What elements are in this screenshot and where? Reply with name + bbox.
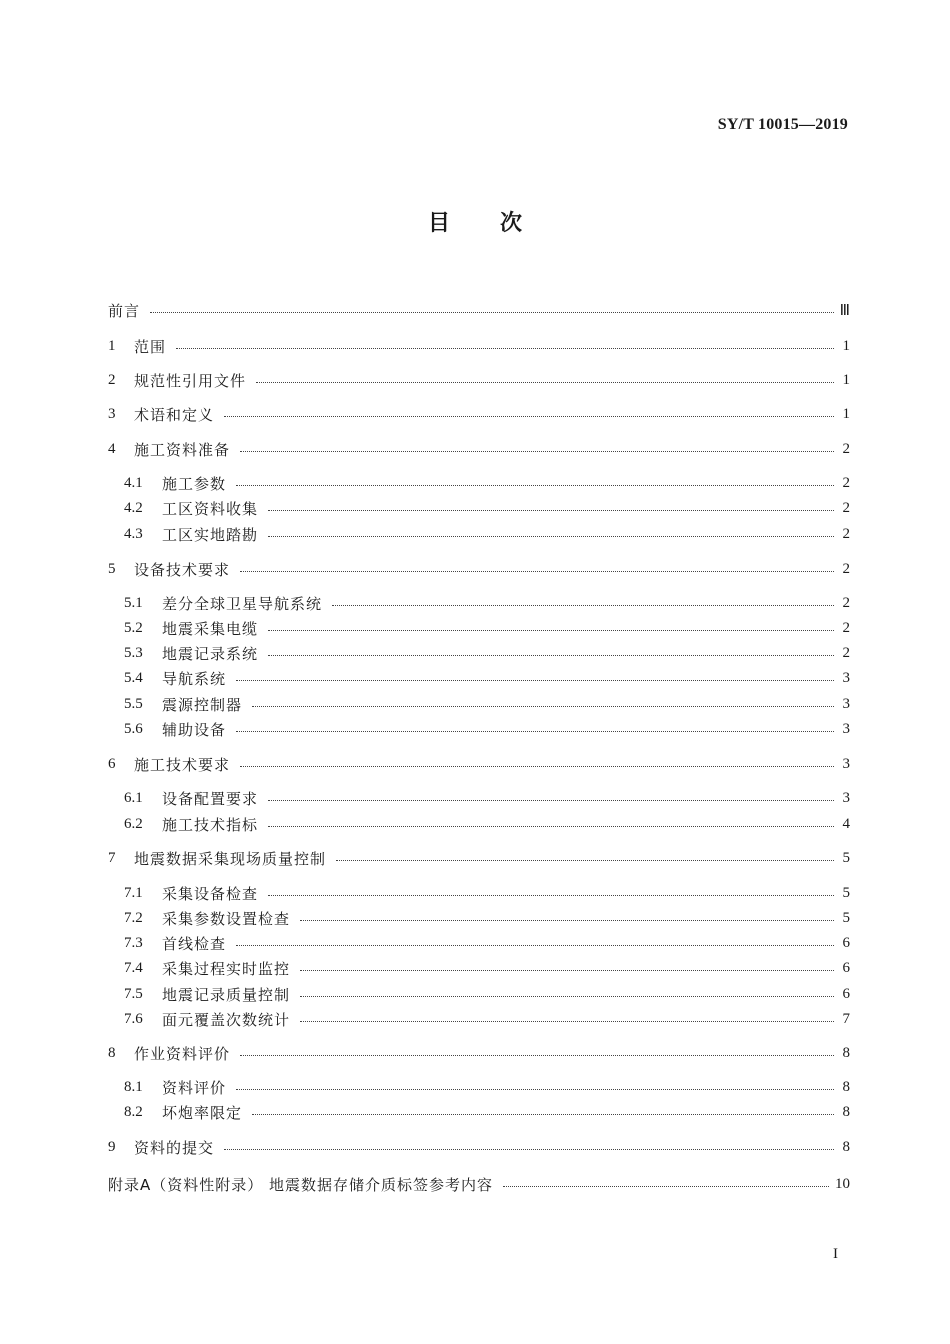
toc-dot-leader [268, 826, 834, 827]
toc-entry-title: 地震记录系统 [162, 644, 259, 663]
toc-dot-leader [236, 945, 834, 946]
toc-entry-page: 2 [842, 644, 850, 661]
title-char-left: 目 [427, 211, 450, 236]
toc-entry-title: 施工技术要求 [134, 755, 231, 774]
toc-entry-number: 5.3 [124, 644, 143, 661]
toc-entry[interactable] [108, 402, 850, 426]
toc-entry-title: 首线检查 [162, 934, 227, 953]
toc-entry-number: 5.2 [124, 619, 143, 636]
toc-entry-page: 5 [842, 884, 850, 901]
toc-entry[interactable] [108, 557, 850, 581]
toc-entry-title: 资料评价 [162, 1078, 227, 1097]
toc-entry-page: 3 [842, 789, 850, 806]
toc-entry-title: 导航系统 [162, 669, 227, 688]
toc-dot-leader [300, 996, 834, 997]
toc-entry-title: 施工参数 [162, 474, 227, 493]
toc-dot-leader [268, 510, 834, 511]
toc-entry-title: 采集设备检查 [162, 884, 259, 903]
toc-dot-leader [176, 348, 834, 349]
toc-entry[interactable] [108, 1100, 850, 1124]
toc-entry-number: 1 [108, 337, 116, 354]
toc-entry[interactable] [108, 717, 850, 741]
toc-entry-title: 地震采集电缆 [162, 619, 259, 638]
toc-entry[interactable] [108, 752, 850, 776]
toc-entry-title: 地震记录质量控制 [162, 985, 291, 1004]
toc-entry[interactable] [108, 906, 850, 930]
toc-entry-number: 8 [108, 1044, 116, 1061]
toc-entry[interactable] [108, 1041, 850, 1065]
toc-dot-leader [252, 1114, 834, 1115]
toc-entry-page: 1 [842, 405, 850, 422]
toc-entry-title: 前言 [108, 301, 141, 320]
toc-entry-number: 4.3 [124, 525, 143, 542]
toc-entry[interactable] [108, 334, 850, 358]
toc-entry-title: 工区资料收集 [162, 499, 259, 518]
page-title [0, 206, 950, 237]
toc-entry-page: 8 [842, 1044, 850, 1061]
toc-dot-leader [236, 1089, 834, 1090]
toc-entry-number: 6.1 [124, 789, 143, 806]
toc-entry[interactable] [108, 437, 850, 461]
toc-dot-leader [332, 605, 834, 606]
toc-entry-number: 7.6 [124, 1010, 143, 1027]
toc-entry[interactable] [108, 1075, 850, 1099]
toc-entry-page: 5 [842, 849, 850, 866]
toc-dot-leader [224, 1149, 834, 1150]
toc-entry-page: 8 [842, 1138, 850, 1155]
toc-entry-number: 5.6 [124, 720, 143, 737]
toc-entry-page: 5 [842, 909, 850, 926]
toc-dot-leader [240, 451, 834, 452]
toc-entry[interactable] [108, 1172, 850, 1196]
toc-entry-number: 7.4 [124, 959, 143, 976]
toc-entry-number: 7.5 [124, 985, 143, 1002]
toc-entry-page: 3 [842, 669, 850, 686]
toc-entry-page: 2 [842, 619, 850, 636]
toc-dot-leader [300, 1021, 834, 1022]
toc-entry[interactable] [108, 522, 850, 546]
toc-entry-number: 2 [108, 371, 116, 388]
toc-entry[interactable] [108, 1135, 850, 1159]
toc-entry-page: 8 [842, 1103, 850, 1120]
toc-entry-title: 差分全球卫星导航系统 [162, 594, 323, 613]
toc-entry-page: 6 [842, 934, 850, 951]
toc-entry-number: 8.1 [124, 1078, 143, 1095]
toc-entry[interactable] [108, 496, 850, 520]
toc-entry-title: 术语和定义 [134, 405, 215, 424]
toc-entry-number: 5 [108, 560, 116, 577]
toc-entry-number: 6 [108, 755, 116, 772]
toc-entry-page: 8 [842, 1078, 850, 1095]
toc-entry-title: 辅助设备 [162, 720, 227, 739]
toc-dot-leader [268, 655, 834, 656]
toc-entry[interactable] [108, 931, 850, 955]
toc-dot-leader [336, 860, 834, 861]
toc-entry-title: 采集参数设置检查 [162, 909, 291, 928]
toc-dot-leader [503, 1186, 829, 1187]
toc-entry-page: 3 [842, 755, 850, 772]
toc-dot-leader [256, 382, 834, 383]
toc-entry-title: 采集过程实时监控 [162, 959, 291, 978]
toc-entry[interactable] [108, 641, 850, 665]
toc-entry-title: 施工资料准备 [134, 440, 231, 459]
toc-dot-leader [268, 630, 834, 631]
toc-entry-page: 7 [842, 1010, 850, 1027]
toc-entry[interactable] [108, 846, 850, 870]
toc-entry-number: 4.2 [124, 499, 143, 516]
toc-entry-page: 2 [842, 499, 850, 516]
toc-entry-page: Ⅲ [839, 302, 850, 319]
toc-entry-number: 4 [108, 440, 116, 457]
toc-entry-number: 7.3 [124, 934, 143, 951]
toc-entry-number: 7.2 [124, 909, 143, 926]
toc-entry[interactable] [108, 956, 850, 980]
toc-entry-page: 2 [842, 525, 850, 542]
toc-entry-page: 2 [842, 474, 850, 491]
toc-entry[interactable] [108, 692, 850, 716]
toc-entry-page: 2 [842, 560, 850, 577]
toc-entry[interactable] [108, 471, 850, 495]
toc-entry[interactable] [108, 786, 850, 810]
toc-entry-title: 附录A（资料性附录） 地震数据存储介质标签参考内容 [108, 1175, 494, 1194]
toc-entry-number: 7.1 [124, 884, 143, 901]
toc-entry-number: 5.4 [124, 669, 143, 686]
toc-entry-title: 面元覆盖次数统计 [162, 1010, 291, 1029]
toc-entry-number: 9 [108, 1138, 116, 1155]
toc-entry-page: 1 [842, 371, 850, 388]
toc-dot-leader [268, 895, 834, 896]
toc-entry-title: 工区实地踏勘 [162, 525, 259, 544]
page-number: I [833, 1246, 838, 1262]
toc-entry-title: 设备配置要求 [162, 789, 259, 808]
title-char-right: 次 [500, 211, 523, 236]
toc-entry-page: 3 [842, 720, 850, 737]
toc-entry[interactable] [108, 881, 850, 905]
toc-entry[interactable] [108, 982, 850, 1006]
toc-entry-title: 规范性引用文件 [134, 371, 247, 390]
toc-dot-leader [236, 680, 834, 681]
toc-entry-title: 范围 [134, 337, 167, 356]
toc-entry-number: 5.5 [124, 695, 143, 712]
standard-code: SY/T 10015—2019 [717, 116, 848, 133]
toc-entry-page: 4 [842, 815, 850, 832]
toc-dot-leader [236, 485, 834, 486]
toc-dot-leader [268, 536, 834, 537]
toc-dot-leader [300, 970, 834, 971]
toc-entry[interactable] [108, 616, 850, 640]
toc-entry-page: 6 [842, 959, 850, 976]
toc-dot-leader [150, 312, 834, 313]
toc-entry[interactable] [108, 812, 850, 836]
toc-dot-leader [268, 800, 834, 801]
toc-dot-leader [236, 731, 834, 732]
toc-entry-page: 2 [842, 594, 850, 611]
toc-entry[interactable] [108, 666, 850, 690]
toc-entry-number: 3 [108, 405, 116, 422]
toc-entry-title: 坏炮率限定 [162, 1103, 243, 1122]
toc-entry-title: 地震数据采集现场质量控制 [134, 849, 327, 868]
toc-entry-number: 4.1 [124, 474, 143, 491]
toc-entry-page: 10 [835, 1175, 850, 1192]
toc-entry[interactable] [108, 1007, 850, 1031]
toc-entry-number: 5.1 [124, 594, 143, 611]
toc-entry-title: 震源控制器 [162, 695, 243, 714]
toc-entry-title: 作业资料评价 [134, 1044, 231, 1063]
toc-entry-page: 6 [842, 985, 850, 1002]
toc-entry-page: 3 [842, 695, 850, 712]
toc-entry-number: 7 [108, 849, 116, 866]
toc-dot-leader [224, 416, 834, 417]
toc-dot-leader [252, 706, 834, 707]
toc-entry[interactable] [108, 368, 850, 392]
toc-entry-number: 6.2 [124, 815, 143, 832]
toc-entry-page: 2 [842, 440, 850, 457]
toc-dot-leader [240, 1055, 834, 1056]
toc-dot-leader [240, 766, 834, 767]
toc-dot-leader [300, 920, 834, 921]
toc-entry-page: 1 [842, 337, 850, 354]
toc-entry-title: 施工技术指标 [162, 815, 259, 834]
toc-entry[interactable] [108, 591, 850, 615]
toc-entry-title: 资料的提交 [134, 1138, 215, 1157]
toc-dot-leader [240, 571, 834, 572]
toc-entry-number: 8.2 [124, 1103, 143, 1120]
toc-entry-title: 设备技术要求 [134, 560, 231, 579]
toc-entry[interactable] [108, 298, 850, 322]
